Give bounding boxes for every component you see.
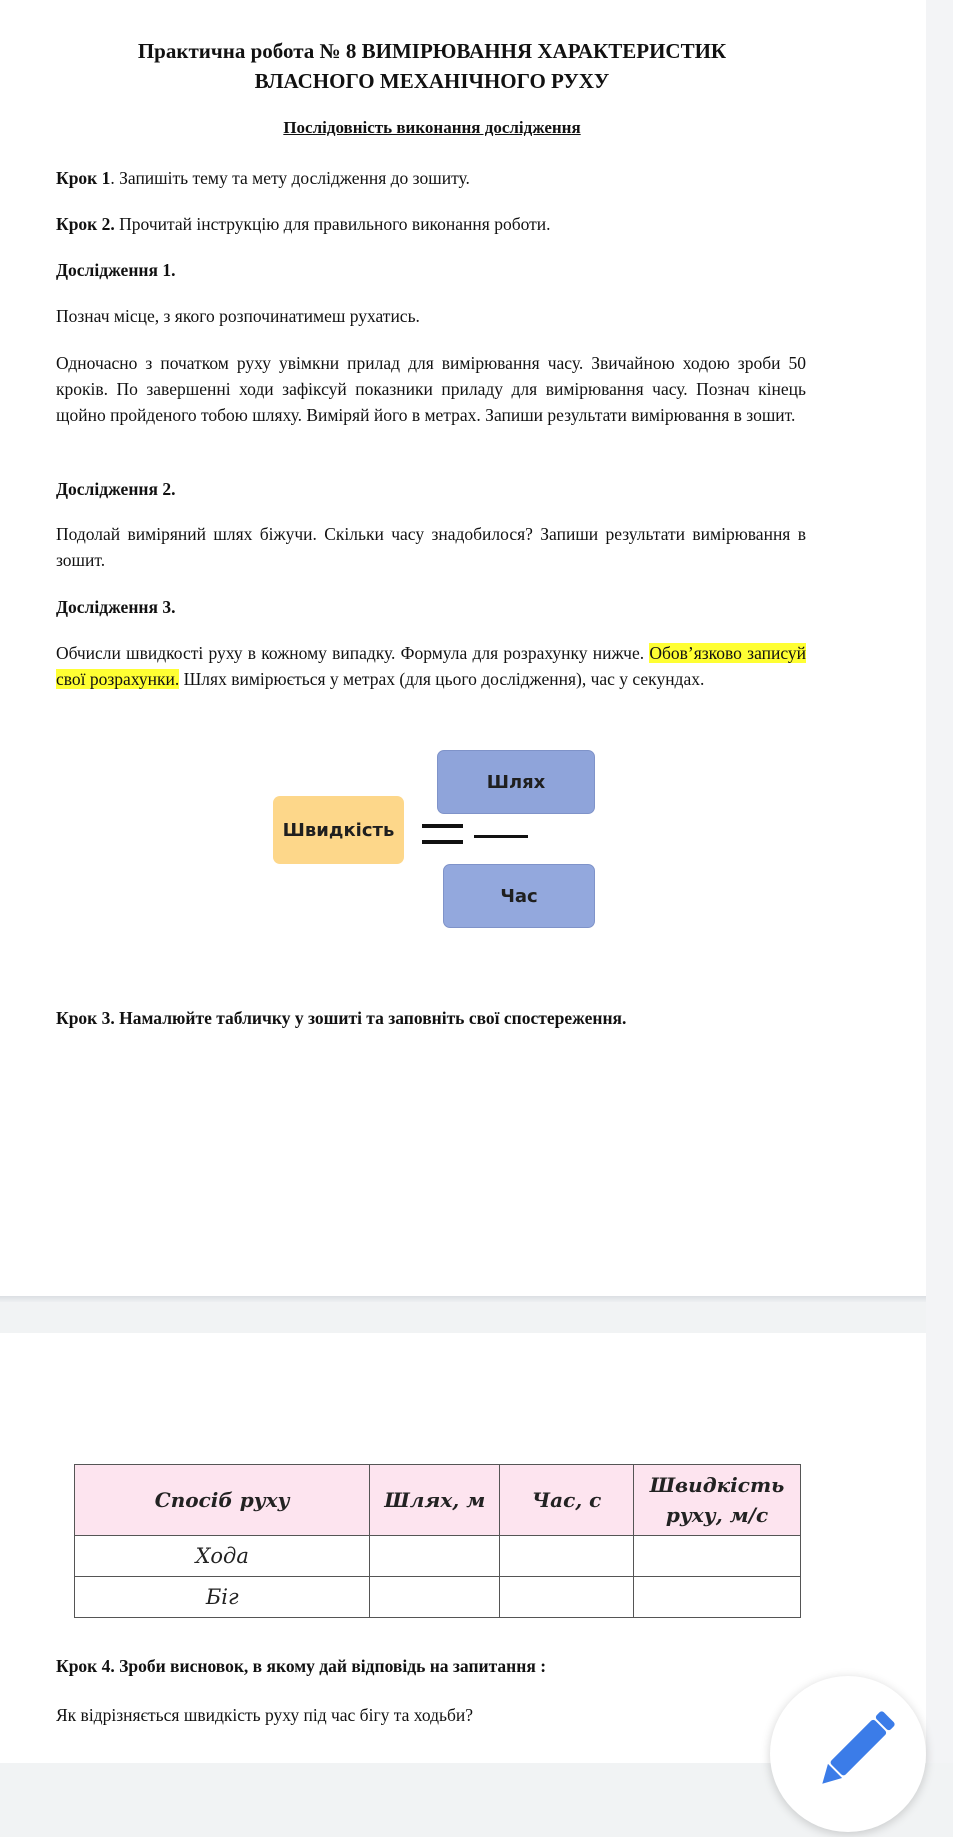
header-time: Час, с: [500, 1465, 634, 1536]
table-cell-speed: [634, 1536, 801, 1577]
step-2: [56, 211, 806, 237]
formula-path-box: Шлях: [437, 750, 595, 814]
research-1-paragraph-1: Познач місце, з якого розпочинатимеш рухатись.: [56, 306, 420, 326]
table-cell-time: [500, 1577, 634, 1618]
step-1-label: Крок 1: [56, 168, 111, 188]
edit-pencil-icon: [770, 1676, 926, 1832]
table-row: [75, 1577, 801, 1618]
conclusion-question: Як відрізняється швидкість руху під час бігу та ходьби?: [56, 1705, 474, 1725]
research-3-heading: [56, 594, 806, 620]
edit-fab-button[interactable]: [770, 1676, 926, 1832]
research-1-paragraph-2: Одночасно з початком руху увімкни прилад для вимірювання часу. Звичайною ходою зроби 50 кроків. По завершенні ходи зафіксуй показники приладу для вимірювання часу. Познач кінець щойно пройденого тобою шляху. Виміряй його в метрах. Запиши результати вимірювання в зошит.: [56, 353, 806, 425]
section-subtitle: Послідовність виконання дослідження: [283, 118, 581, 137]
formula-speed-box: Швидкість: [273, 796, 404, 864]
research-1-heading: [56, 257, 806, 283]
step-1: [56, 165, 806, 191]
page-break-shadow: [0, 1296, 926, 1302]
fraction-line: [474, 835, 528, 838]
header-path: Шлях, м: [370, 1465, 500, 1536]
table-cell-method: Хода: [75, 1536, 370, 1577]
table-cell-path: [370, 1577, 500, 1618]
research-2-heading: [56, 476, 806, 502]
step-3: Крок 3. Намалюйте табличку у зошиті та заповніть свої спостереження.: [56, 1008, 627, 1028]
document-title: [60, 36, 804, 96]
research-3-paragraph: [56, 640, 806, 692]
research-3-heading-text: Дослідження 3.: [56, 597, 176, 617]
step-4: Крок 4. Зроби висновок, в якому дай відповідь на запитання :: [56, 1656, 547, 1676]
step-2-label: Крок 2.: [56, 214, 115, 234]
research-3-text-end: Шлях вимірюється у метрах (для цього дослідження), час у секундах.: [179, 669, 705, 689]
title-line-2: ВЛАСНОГО МЕХАНІЧНОГО РУХУ: [254, 69, 610, 93]
formula-time-box: Час: [443, 864, 595, 928]
research-2-paragraph: Подолай виміряний шлях біжучи. Скільки часу знадобилося? Запиши результати вимірювання в зошит.: [56, 524, 806, 570]
header-speed: Швидкість руху, м/с: [634, 1465, 801, 1536]
observation-table: [74, 1464, 801, 1618]
highlighted-text: Обов’язково записуй свої розрахунки.: [56, 643, 806, 689]
table-cell-path: [370, 1536, 500, 1577]
research-1-heading-text: Дослідження 1.: [56, 260, 176, 280]
title-line-1: Практична робота № 8 ВИМІРЮВАННЯ ХАРАКТЕРИСТИК: [137, 39, 727, 63]
step-1-text: . Запишіть тему та мету дослідження до зошиту.: [110, 168, 470, 188]
table-cell-speed: [634, 1577, 801, 1618]
page-margin-right: [926, 0, 953, 1763]
step-2-text: Прочитай інструкцію для правильного виконання роботи.: [114, 214, 551, 234]
table-row: [75, 1536, 801, 1577]
table-cell-method: Біг: [75, 1577, 370, 1618]
research-3-text-start: Обчисли швидкості руху в кожному випадку. Формула для розрахунку нижче.: [56, 643, 650, 663]
research-2-heading-text: Дослідження 2.: [56, 479, 176, 499]
equals-sign-bottom: [422, 840, 463, 844]
header-method: Спосіб руху: [75, 1465, 370, 1536]
table-cell-time: [500, 1536, 634, 1577]
equals-sign-top: [422, 824, 463, 828]
table-header-row: [75, 1465, 801, 1536]
